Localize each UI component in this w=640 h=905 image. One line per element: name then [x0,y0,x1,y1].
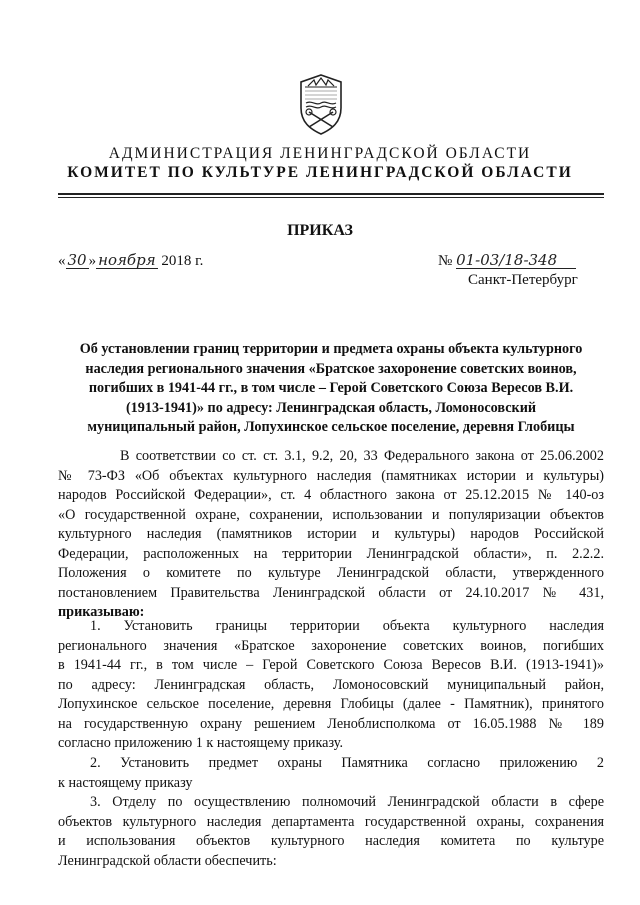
coat-of-arms-icon [294,72,348,136]
preamble-line: Положения о комитете по культуре Ленинградской области, утвержденного [58,565,604,581]
document-type: ПРИКАЗ [287,222,353,239]
header-divider [58,193,604,195]
preamble-line: народов Российской Федерации», ст. 4 областного закона от 25.12.2015 № 140-оз [58,487,604,503]
item-line: на государственную охрану решением Леноблисполкома от 16.05.1988 № 189 [58,715,604,732]
subject-line: наследия регионального значения «Братское захоронение советских воинов, [85,360,577,377]
item-3-paragraph [58,793,604,871]
preamble-line: «О государственной охране, сохранении, использовании и популяризации объектов [58,506,604,523]
date-open-quote: « [58,253,66,269]
preamble-line: постановлением Правительства Ленинградской области от 24.10.2017 № 431, [58,584,604,601]
subject-line: погибших в 1941-44 гг., в том числе – Герой Советского Союза Вересов В.И. [88,380,574,396]
item-line: регионального значения «Братское захоронение советских воинов, погибших [58,637,604,654]
item-line: Лопухинское сельское поселение, деревня Глобицы (далее - Памятник), принятого [58,696,604,712]
organization-line-1: АДМИНИСТРАЦИЯ ЛЕНИНГРАДСКОЙ ОБЛАСТИ [108,145,532,162]
item-line: к настоящему приказу [58,774,193,791]
date-year: 2018 г. [161,253,204,269]
item-line: в 1941-44 гг., в том числе – Герой Советского Союза Вересов В.И. (1913-1941)» [58,657,604,673]
subject-line: Об установлении границ территории и предмета охраны объекта культурного [79,341,583,357]
organization-line-2: КОМИТЕТ ПО КУЛЬТУРЕ ЛЕНИНГРАДСКОЙ ОБЛАСТИ [67,164,573,181]
document-city: Санкт-Петербург [468,272,578,288]
date-day: 30 [67,251,87,269]
preamble-line: Федерации, расположенных на территории Ленинградской области», п. 2.2.2. [58,545,604,562]
item-line: Ленинградской области обеспечить: [58,852,277,869]
item-line: 1. Установить границы территории объекта культурного наследия [90,618,604,634]
item-1-paragraph [58,617,604,754]
date-close-quote: » [88,253,97,269]
subject-line: муниципальный район, Лопухинское сельское поселение, деревня Глобицы [87,419,575,435]
preamble-paragraph [58,447,604,623]
preamble-line: культурного наследия (памятников истории и культуры) народов Российской [58,526,604,542]
subject-line: (1913-1941)» по адресу: Ленинградская область, Ломоносовский [125,399,537,416]
order-word: приказываю: [58,604,145,620]
item-2-paragraph [58,754,604,793]
document-date [58,252,203,270]
preamble-line: № 73-ФЗ «Об объектах культурного наследия (памятниках истории и культуры) [58,467,604,484]
header-divider-thin [58,197,604,198]
item-line: 2. Установить предмет охраны Памятника согласно приложению 2 [90,755,604,771]
item-line: и использования объектов культурного наследия комитета по культуре [58,833,604,849]
document-number [438,252,576,270]
preamble-line: В соответствии со ст. ст. 3.1, 9.2, 20, 33 Федерального закона от 25.06.2002 [120,448,604,464]
date-month: ноября [98,251,156,269]
number-value: 01-03/18-348 [456,252,576,269]
item-line: по адресу: Ленинградская область, Ломоносовский муниципальный район, [58,676,604,693]
number-prefix: № [438,253,453,269]
document-subject [58,340,604,438]
item-line: объектов культурного наследия департамента государственной охраны, сохранения [58,813,604,830]
item-line: 3. Отделу по осуществлению полномочий Ленинградской области в сфере [90,794,604,810]
item-line: согласно приложению 1 к настоящему приказу. [58,735,343,751]
